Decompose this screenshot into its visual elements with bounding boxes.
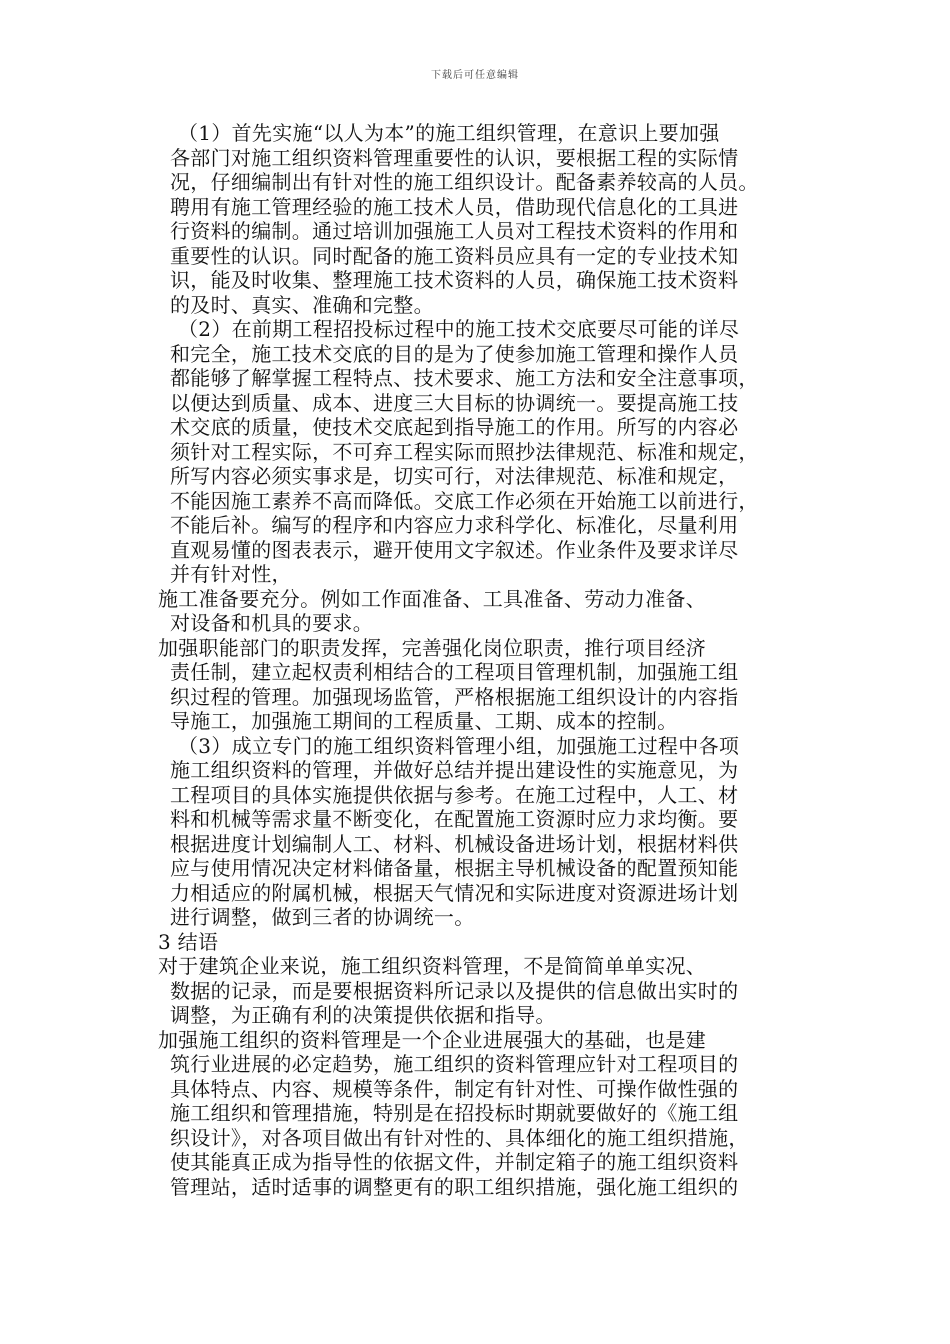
text-line: 导施工，加强施工期间的工程质量、工期、成本的控制。	[170, 709, 678, 733]
text-line: （1）首先实施“以人为本”的施工组织管理，在意识上要加强	[178, 121, 720, 145]
text-line: 加强职能部门的职责发挥，完善强化岗位职责，推行项目经济	[158, 635, 707, 660]
text-line: 各部门对施工组织资料管理重要性的认识，要根据工程的实际情	[170, 145, 739, 170]
text-line: 调整，为正确有利的决策提供依据和指导。	[170, 1003, 556, 1027]
text-line: 对于建筑企业来说，施工组织资料管理，不是简简单单实况、	[158, 954, 707, 978]
text-line: 聘用有施工管理经验的施工技术人员，借助现代信息化的工具进	[170, 194, 739, 219]
text-line: 不能后补。编写的程序和内容应力求科学化、标准化，尽量利用	[170, 513, 739, 537]
text-line: 的及时、真实、准确和完整。	[170, 292, 434, 317]
text-line: 不能因施工素养不高而降低。交底工作必须在开始施工以前进行，	[170, 488, 759, 513]
text-line: 管理站，适时适事的调整更有的职工组织措施，强化施工组织的	[170, 1174, 739, 1199]
text-line: 识，能及时收集、整理施工技术资料的人员，确保施工技术资料	[170, 268, 739, 292]
text-line: 责任制，建立起权责利相结合的工程项目管理机制，加强施工组	[170, 660, 739, 684]
text-line: 3 结语	[158, 929, 219, 954]
text-line: 数据的记录，而是要根据资料所记录以及提供的信息做出实时的	[170, 978, 739, 1003]
text-line: 工程项目的具体实施提供依据与参考。在施工过程中，人工、材	[170, 782, 739, 807]
text-line: 施工组织资料的管理，并做好总结并提出建设性的实施意见，为	[170, 758, 739, 782]
text-line: 所写内容必须实事求是，切实可行，对法律规范、标准和规定，	[170, 464, 739, 488]
text-line: 重要性的认识。同时配备的施工资料员应具有一定的专业技术知	[170, 243, 739, 268]
text-line: 并有针对性，	[170, 562, 292, 586]
text-line: 织设计》，对各项目做出有针对性的、具体细化的施工组织措施，	[170, 1125, 749, 1150]
text-line: 应与使用情况决定材料储备量，根据主导机械设备的配置预知能	[170, 856, 739, 880]
text-line: 行资料的编制。通过培训加强施工人员对工程技术资料的作用和	[170, 219, 739, 243]
page-header: 下载后可任意编辑	[431, 70, 519, 81]
text-line: 对设备和机具的要求。	[170, 611, 373, 635]
text-line: 况，仔细编制出有针对性的施工组织设计。配备素养较高的人员。	[170, 170, 759, 194]
text-line: 筑行业进展的必定趋势，施工组织的资料管理应针对工程项目的	[170, 1052, 739, 1076]
text-line: （2）在前期工程招投标过程中的施工技术交底要尽可能的详尽	[178, 317, 740, 341]
text-line: 力相适应的附属机械，根据天气情况和实际进度对资源进场计划	[170, 880, 739, 905]
text-line: 和完全，施工技术交底的目的是为了使参加施工管理和操作人员	[170, 341, 739, 366]
text-line: 术交底的质量，使技术交底起到指导施工的作用。所写的内容必	[170, 415, 739, 439]
text-line: 根据进度计划编制人工、材料、机械设备进场计划，根据材料供	[170, 831, 739, 856]
text-line: 织过程的管理。加强现场监管，严格根据施工组织设计的内容指	[170, 684, 739, 709]
text-line: 施工组织和管理措施，特别是在招投标时期就要做好的《施工组	[170, 1101, 739, 1125]
text-line: 直观易懂的图表表示，避开使用文字叙述。作业条件及要求详尽	[170, 537, 739, 562]
text-line: 都能够了解掌握工程特点、技术要求、施工方法和安全注意事项，	[170, 366, 759, 390]
text-line: 以便达到质量、成本、进度三大目标的协调统一。要提高施工技	[170, 390, 739, 415]
text-line: 使其能真正成为指导性的依据文件，并制定箱子的施工组织资料	[170, 1150, 739, 1174]
text-line: 加强施工组织的资料管理是一个企业进展强大的基础，也是建	[158, 1027, 707, 1052]
text-line: 须针对工程实际，不可弃工程实际而照抄法律规范、标准和规定，	[170, 439, 759, 464]
text-line: （3）成立专门的施工组织资料管理小组，加强施工过程中各项	[178, 733, 740, 758]
text-line: 料和机械等需求量不断变化，在配置施工资源时应力求均衡。要	[170, 807, 739, 831]
text-line: 具体特点、内容、规模等条件，制定有针对性、可操作做性强的	[170, 1076, 739, 1101]
text-line: 施工准备要充分。例如工作面准备、工具准备、劳动力准备、	[158, 586, 707, 611]
text-line: 进行调整，做到三者的协调统一。	[170, 905, 475, 929]
document-body	[158, 121, 782, 1199]
